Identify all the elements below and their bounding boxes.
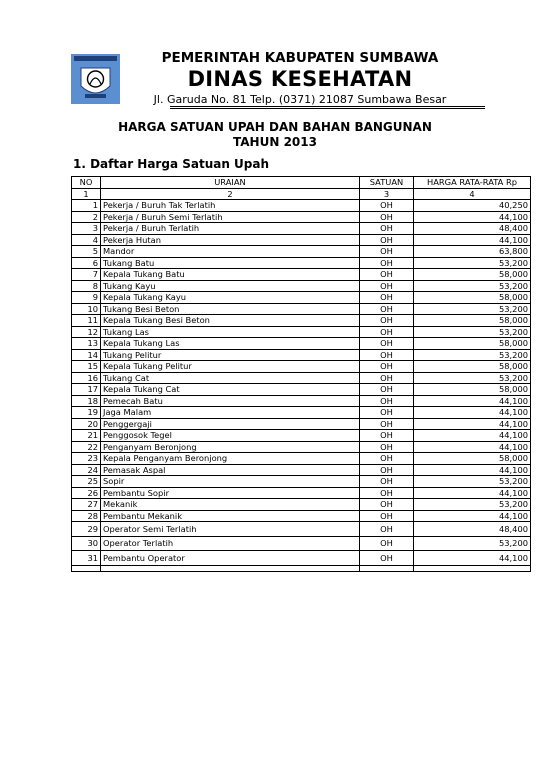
row-satuan: OH [360,349,414,361]
row-no: 10 [72,303,101,315]
table-row [72,464,531,476]
row-harga: 44,100 [414,510,531,522]
table-row [72,280,531,292]
empty-cell [101,565,360,571]
row-uraian: Kepala Tukang Batu [101,269,360,281]
header-rule-thin [170,108,485,109]
row-no: 15 [72,361,101,373]
row-harga: 44,100 [414,211,531,223]
header-no: NO [72,177,101,189]
table-row [72,453,531,465]
table-row [72,315,531,327]
row-uraian: Pekerja Hutan [101,234,360,246]
row-harga: 53,200 [414,349,531,361]
row-harga: 44,100 [414,418,531,430]
row-satuan: OH [360,476,414,488]
row-uraian: Jaga Malam [101,407,360,419]
row-uraian: Operator Terlatih [101,536,360,551]
row-harga: 53,200 [414,476,531,488]
row-no: 9 [72,292,101,304]
table-end-row [72,565,531,571]
row-no: 22 [72,441,101,453]
table-row [72,292,531,304]
row-harga: 58,000 [414,315,531,327]
row-harga: 53,200 [414,303,531,315]
row-satuan: OH [360,418,414,430]
row-satuan: OH [360,234,414,246]
row-no: 24 [72,464,101,476]
row-no: 5 [72,246,101,258]
row-satuan: OH [360,269,414,281]
row-harga: 58,000 [414,453,531,465]
table-row [72,246,531,258]
row-no: 19 [72,407,101,419]
table-row [72,326,531,338]
row-no: 7 [72,269,101,281]
row-uraian: Penggergaji [101,418,360,430]
row-harga: 63,800 [414,246,531,258]
table-row [72,338,531,350]
row-no: 1 [72,200,101,212]
agency-name: DINAS KESEHATAN [187,67,413,91]
row-uraian: Pekerja / Buruh Semi Terlatih [101,211,360,223]
table-row [72,441,531,453]
empty-cell [72,565,101,571]
table-row [72,430,531,442]
colnum-2: 2 [101,188,360,200]
row-no: 21 [72,430,101,442]
row-uraian: Tukang Pelitur [101,349,360,361]
row-uraian: Kepala Tukang Cat [101,384,360,396]
row-satuan: OH [360,280,414,292]
row-harga: 44,100 [414,234,531,246]
row-satuan: OH [360,246,414,258]
table-row [72,234,531,246]
row-no: 25 [72,476,101,488]
row-satuan: OH [360,200,414,212]
table-row [72,349,531,361]
header-uraian: URAIAN [101,177,360,189]
table-row [72,551,531,566]
row-no: 31 [72,551,101,566]
row-uraian: Pekerja / Buruh Tak Terlatih [101,200,360,212]
row-satuan: OH [360,395,414,407]
row-satuan: OH [360,536,414,551]
row-harga: 44,100 [414,551,531,566]
row-no: 3 [72,223,101,235]
row-uraian: Tukang Besi Beton [101,303,360,315]
row-satuan: OH [360,384,414,396]
row-satuan: OH [360,499,414,511]
government-name: PEMERINTAH KABUPATEN SUMBAWA [161,50,439,66]
row-no: 14 [72,349,101,361]
colnum-1: 1 [72,188,101,200]
row-uraian: Kepala Tukang Besi Beton [101,315,360,327]
row-harga: 53,200 [414,372,531,384]
table-row [72,522,531,537]
row-harga: 58,000 [414,269,531,281]
row-satuan: OH [360,338,414,350]
row-no: 12 [72,326,101,338]
row-harga: 53,200 [414,499,531,511]
row-no: 23 [72,453,101,465]
row-satuan: OH [360,292,414,304]
row-uraian: Pembantu Sopir [101,487,360,499]
empty-cell [414,565,531,571]
row-uraian: Pembantu Mekanik [101,510,360,522]
row-uraian: Mandor [101,246,360,258]
empty-cell [360,565,414,571]
row-no: 13 [72,338,101,350]
row-satuan: OH [360,257,414,269]
table-row [72,200,531,212]
row-uraian: Kepala Penganyam Beronjong [101,453,360,465]
row-satuan: OH [360,522,414,537]
row-satuan: OH [360,407,414,419]
row-harga: 58,000 [414,292,531,304]
table-row [72,223,531,235]
row-no: 18 [72,395,101,407]
table-row [72,536,531,551]
emblem-icon [71,54,120,104]
table-row [72,499,531,511]
row-harga: 53,200 [414,326,531,338]
row-no: 20 [72,418,101,430]
table-row [72,384,531,396]
row-harga: 48,400 [414,223,531,235]
header-harga: HARGA RATA-RATA Rp [414,177,531,189]
row-uraian: Kepala Tukang Kayu [101,292,360,304]
table-row [72,361,531,373]
table-row [72,476,531,488]
row-harga: 53,200 [414,536,531,551]
row-uraian: Pemecah Batu [101,395,360,407]
row-no: 2 [72,211,101,223]
table-header-row [72,177,531,189]
row-harga: 58,000 [414,338,531,350]
row-harga: 58,000 [414,361,531,373]
colnum-3: 3 [360,188,414,200]
table-row [72,418,531,430]
row-satuan: OH [360,211,414,223]
row-no: 17 [72,384,101,396]
row-uraian: Operator Semi Terlatih [101,522,360,537]
document-title: HARGA SATUAN UPAH DAN BAHAN BANGUNAN [118,120,432,134]
row-satuan: OH [360,223,414,235]
row-no: 29 [72,522,101,537]
row-uraian: Pembantu Operator [101,551,360,566]
agency-address: Jl. Garuda No. 81 Telp. (0371) 21087 Sumbawa Besar [153,93,447,106]
table-row [72,303,531,315]
row-harga: 53,200 [414,257,531,269]
row-satuan: OH [360,315,414,327]
row-satuan: OH [360,487,414,499]
row-harga: 53,200 [414,280,531,292]
row-harga: 40,250 [414,200,531,212]
row-harga: 44,100 [414,487,531,499]
table-row [72,257,531,269]
row-satuan: OH [360,441,414,453]
row-harga: 44,100 [414,464,531,476]
wage-table [71,176,531,572]
row-uraian: Tukang Cat [101,372,360,384]
row-uraian: Pekerja / Buruh Terlatih [101,223,360,235]
row-satuan: OH [360,326,414,338]
table-row [72,211,531,223]
table-row [72,407,531,419]
row-satuan: OH [360,372,414,384]
row-satuan: OH [360,510,414,522]
row-harga: 58,000 [414,384,531,396]
header-satuan: SATUAN [360,177,414,189]
row-no: 26 [72,487,101,499]
row-uraian: Penganyam Beronjong [101,441,360,453]
row-no: 27 [72,499,101,511]
row-satuan: OH [360,361,414,373]
row-uraian: Kepala Tukang Las [101,338,360,350]
row-no: 6 [72,257,101,269]
row-harga: 44,100 [414,395,531,407]
row-no: 28 [72,510,101,522]
table-column-number-row [72,188,531,200]
row-uraian: Penggosok Tegel [101,430,360,442]
row-satuan: OH [360,303,414,315]
row-no: 11 [72,315,101,327]
row-harga: 44,100 [414,407,531,419]
row-uraian: Tukang Kayu [101,280,360,292]
row-satuan: OH [360,464,414,476]
row-no: 8 [72,280,101,292]
row-uraian: Kepala Tukang Pelitur [101,361,360,373]
row-uraian: Mekanik [101,499,360,511]
document-year: TAHUN 2013 [233,135,317,149]
row-satuan: OH [360,551,414,566]
row-harga: 48,400 [414,522,531,537]
row-no: 16 [72,372,101,384]
table-row [72,395,531,407]
table-row [72,487,531,499]
table-row [72,269,531,281]
row-uraian: Sopir [101,476,360,488]
row-satuan: OH [360,430,414,442]
row-uraian: Tukang Batu [101,257,360,269]
row-no: 4 [72,234,101,246]
row-uraian: Tukang Las [101,326,360,338]
row-harga: 44,100 [414,441,531,453]
colnum-4: 4 [414,188,531,200]
row-satuan: OH [360,453,414,465]
table-row [72,510,531,522]
row-harga: 44,100 [414,430,531,442]
section-title: 1. Daftar Harga Satuan Upah [73,157,270,171]
table-row [72,372,531,384]
header-rule-thick [170,106,485,107]
row-no: 30 [72,536,101,551]
row-uraian: Pemasak Aspal [101,464,360,476]
government-logo [71,54,120,104]
